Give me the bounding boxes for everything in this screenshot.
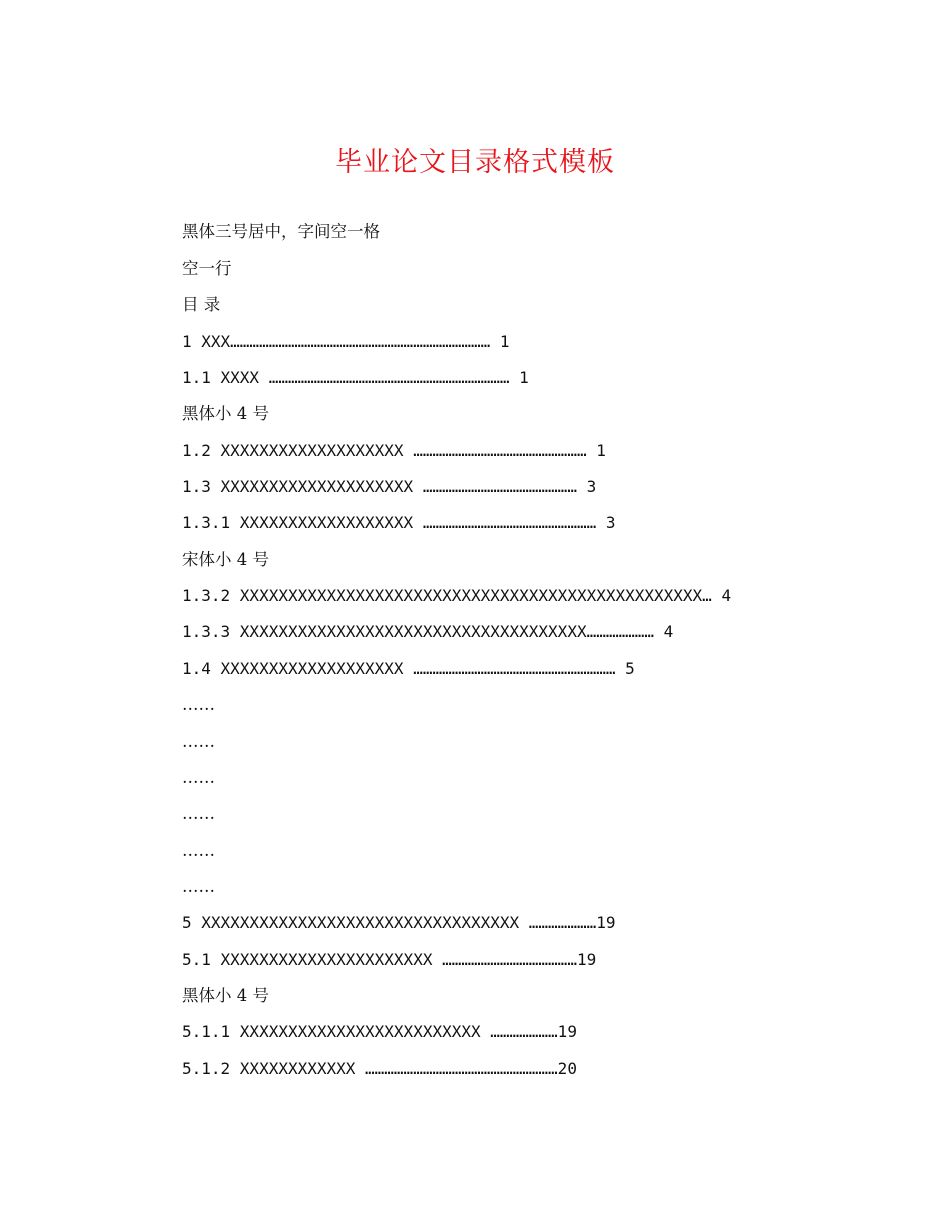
toc-entry: 5 XXXXXXXXXXXXXXXXXXXXXXXXXXXXXXXXX …………………19 — [182, 913, 616, 932]
toc-entry: 1 XXX……………………………………………………………………… 1 — [182, 332, 510, 351]
ellipsis-line: …… — [182, 841, 215, 860]
toc-entry: 5.1.2 XXXXXXXXXXXX ……………………………………………………20 — [182, 1059, 577, 1078]
document-title: 毕业论文目录格式模板 — [335, 147, 615, 178]
toc-heading: 目 录 — [182, 295, 221, 314]
format-note: 空一行 — [182, 259, 232, 278]
toc-entry: 1.1 XXXX ………………………………………………………………… 1 — [182, 368, 529, 387]
toc-entry: 1.3.3 XXXXXXXXXXXXXXXXXXXXXXXXXXXXXXXXXXXX………………… 4 — [182, 622, 674, 641]
toc-entry: 5.1 XXXXXXXXXXXXXXXXXXXXXX ……………………………………19 — [182, 950, 597, 969]
toc-entry: 1.2 XXXXXXXXXXXXXXXXXXX ……………………………………………… 1 — [182, 441, 606, 460]
toc-entry: 1.3.1 XXXXXXXXXXXXXXXXXX ……………………………………………… 3 — [182, 513, 616, 532]
ellipsis-line: …… — [182, 695, 215, 714]
ellipsis-line: …… — [182, 768, 215, 787]
ellipsis-line: …… — [182, 804, 215, 823]
format-note: 黑体三号居中，字间空一格 — [182, 222, 380, 241]
toc-entry: 5.1.1 XXXXXXXXXXXXXXXXXXXXXXXXX …………………19 — [182, 1022, 577, 1041]
format-note: 黑体小 4 号 — [182, 986, 269, 1005]
ellipsis-line: …… — [182, 877, 215, 896]
format-note: 宋体小 4 号 — [182, 550, 269, 569]
ellipsis-line: …… — [182, 732, 215, 751]
format-note: 黑体小 4 号 — [182, 404, 269, 423]
toc-entry: 1.3 XXXXXXXXXXXXXXXXXXXX ………………………………………… 3 — [182, 477, 597, 496]
toc-entry: 1.3.2 XXXXXXXXXXXXXXXXXXXXXXXXXXXXXXXXXXXXXXXXXXXXXXXX… 4 — [182, 586, 732, 605]
toc-entry: 1.4 XXXXXXXXXXXXXXXXXXX ……………………………………………………… 5 — [182, 659, 635, 678]
